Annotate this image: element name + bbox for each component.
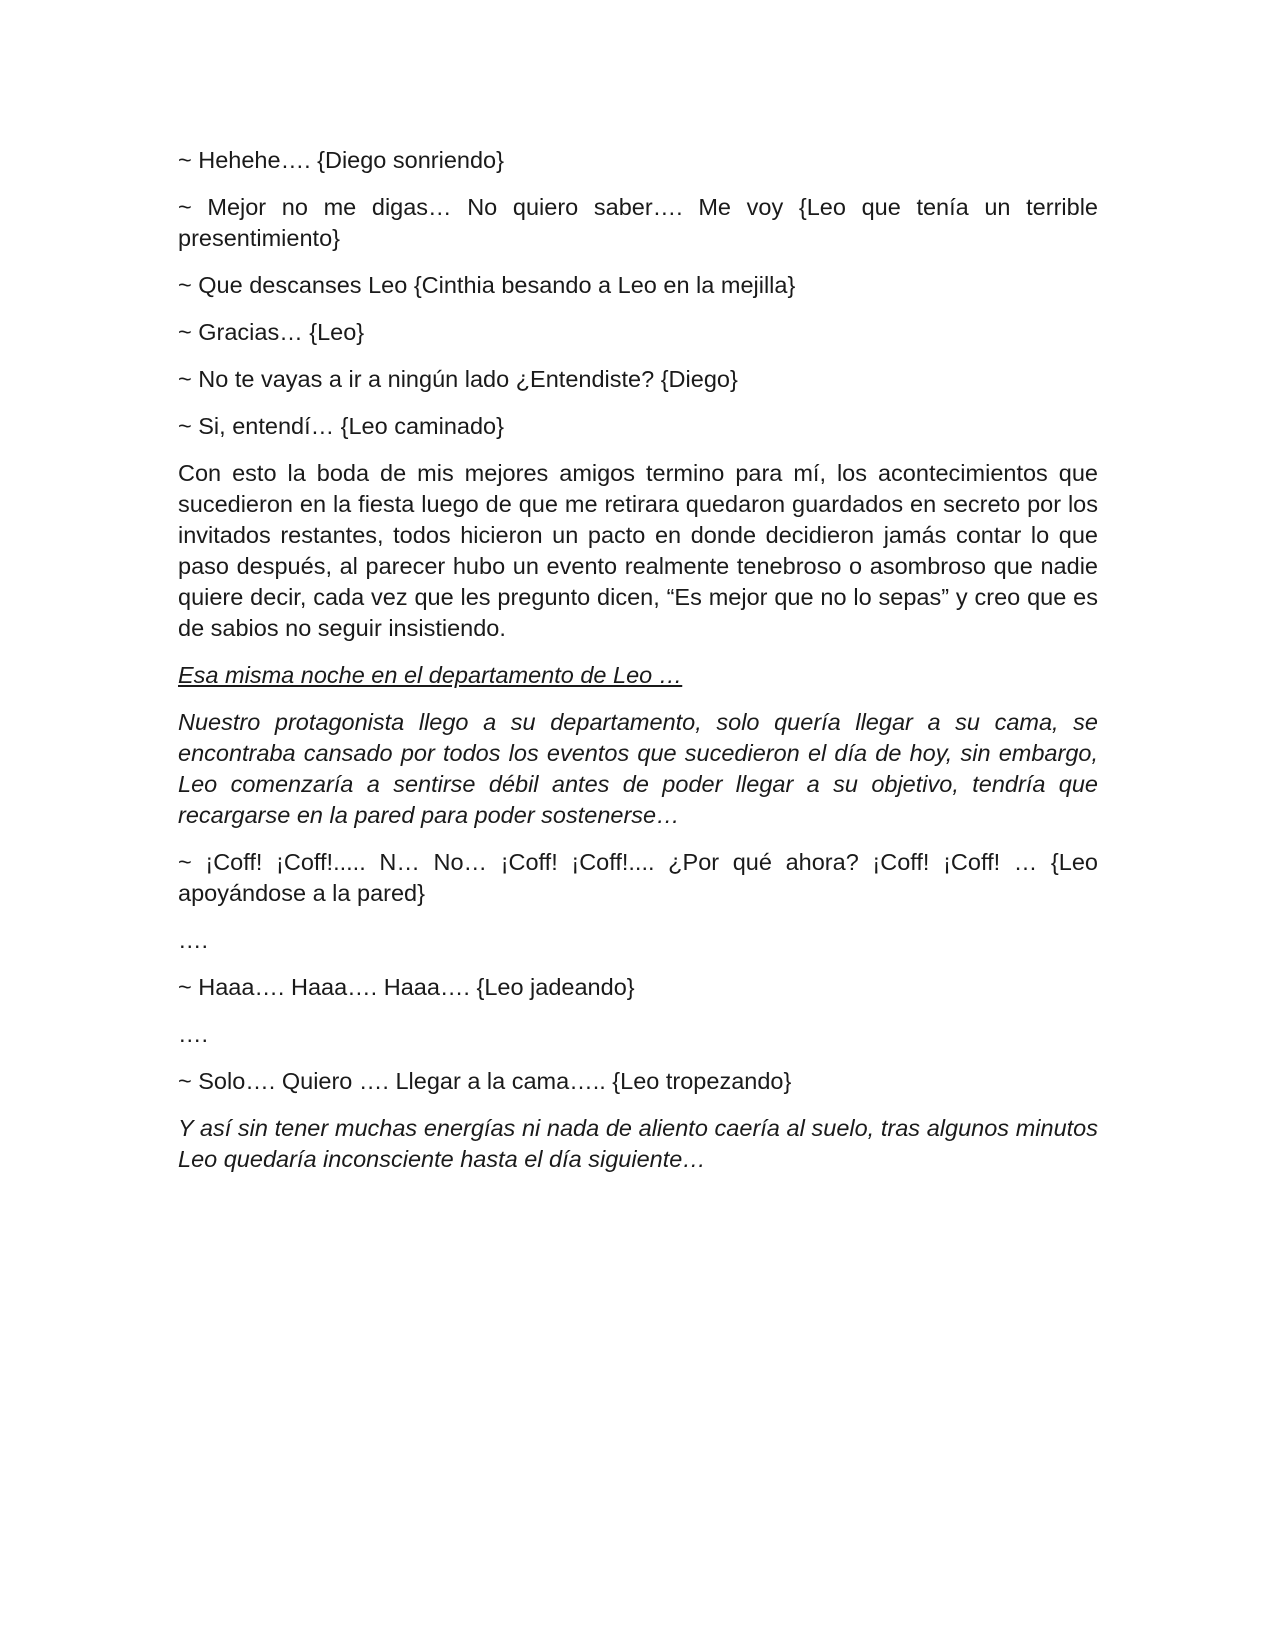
- narration-paragraph: Con esto la boda de mis mejores amigos termino para mí, los acontecimientos que sucedieron en la fiesta luego de que me retirara quedaron guardados en secreto por los invitados restantes, todos hicieron un pacto en donde decidieron jamás contar lo que paso después, al parecer hubo un evento realmente tenebroso o asombroso que nadie quiere decir, cada vez que les pregunto dicen, “Es mejor que no lo sepas” y creo que es de sabios no seguir insistiendo.: [178, 460, 1098, 641]
- narration-paragraph: Nuestro protagonista llego a su departamento, solo quería llegar a su cama, se encontraba cansado por todos los eventos que sucedieron el día de hoy, sin embargo, Leo comenzaría a sentirse débil antes de poder llegar a su objetivo, tendría que recargarse en la pared para poder sostenerse…: [178, 709, 1098, 828]
- dialogue-line: ~ Hehehe…. {Diego sonriendo}: [178, 147, 504, 173]
- dialogue-line: ~ Que descanses Leo {Cinthia besando a Leo en la mejilla}: [178, 272, 796, 298]
- dialogue-line: ~ Gracias… {Leo}: [178, 319, 365, 345]
- dialogue-line: ~ Mejor no me digas… No quiero saber…. Me voy {Leo que tenía un terrible presentimiento}: [178, 194, 1098, 251]
- dialogue-line: ~ Si, entendí… {Leo caminado}: [178, 413, 504, 439]
- dialogue-line: ~ No te vayas a ir a ningún lado ¿Entendiste? {Diego}: [178, 366, 738, 392]
- dialogue-line: ~ Haaa…. Haaa…. Haaa…. {Leo jadeando}: [178, 974, 635, 1000]
- ellipsis-line: ….: [178, 927, 209, 953]
- document-page: [178, 145, 1098, 1191]
- dialogue-line: ~ ¡Coff! ¡Coff!..... N… No… ¡Coff! ¡Coff!.... ¿Por qué ahora? ¡Coff! ¡Coff! … {Leo apoyándose a la pared}: [178, 849, 1098, 906]
- dialogue-line: ~ Solo…. Quiero …. Llegar a la cama….. {Leo tropezando}: [178, 1068, 792, 1094]
- ellipsis-line: ….: [178, 1021, 209, 1047]
- scene-heading: Esa misma noche en el departamento de Leo …: [178, 662, 683, 688]
- narration-paragraph: Y así sin tener muchas energías ni nada de aliento caería al suelo, tras algunos minutos Leo quedaría inconsciente hasta el día siguiente…: [178, 1115, 1098, 1172]
